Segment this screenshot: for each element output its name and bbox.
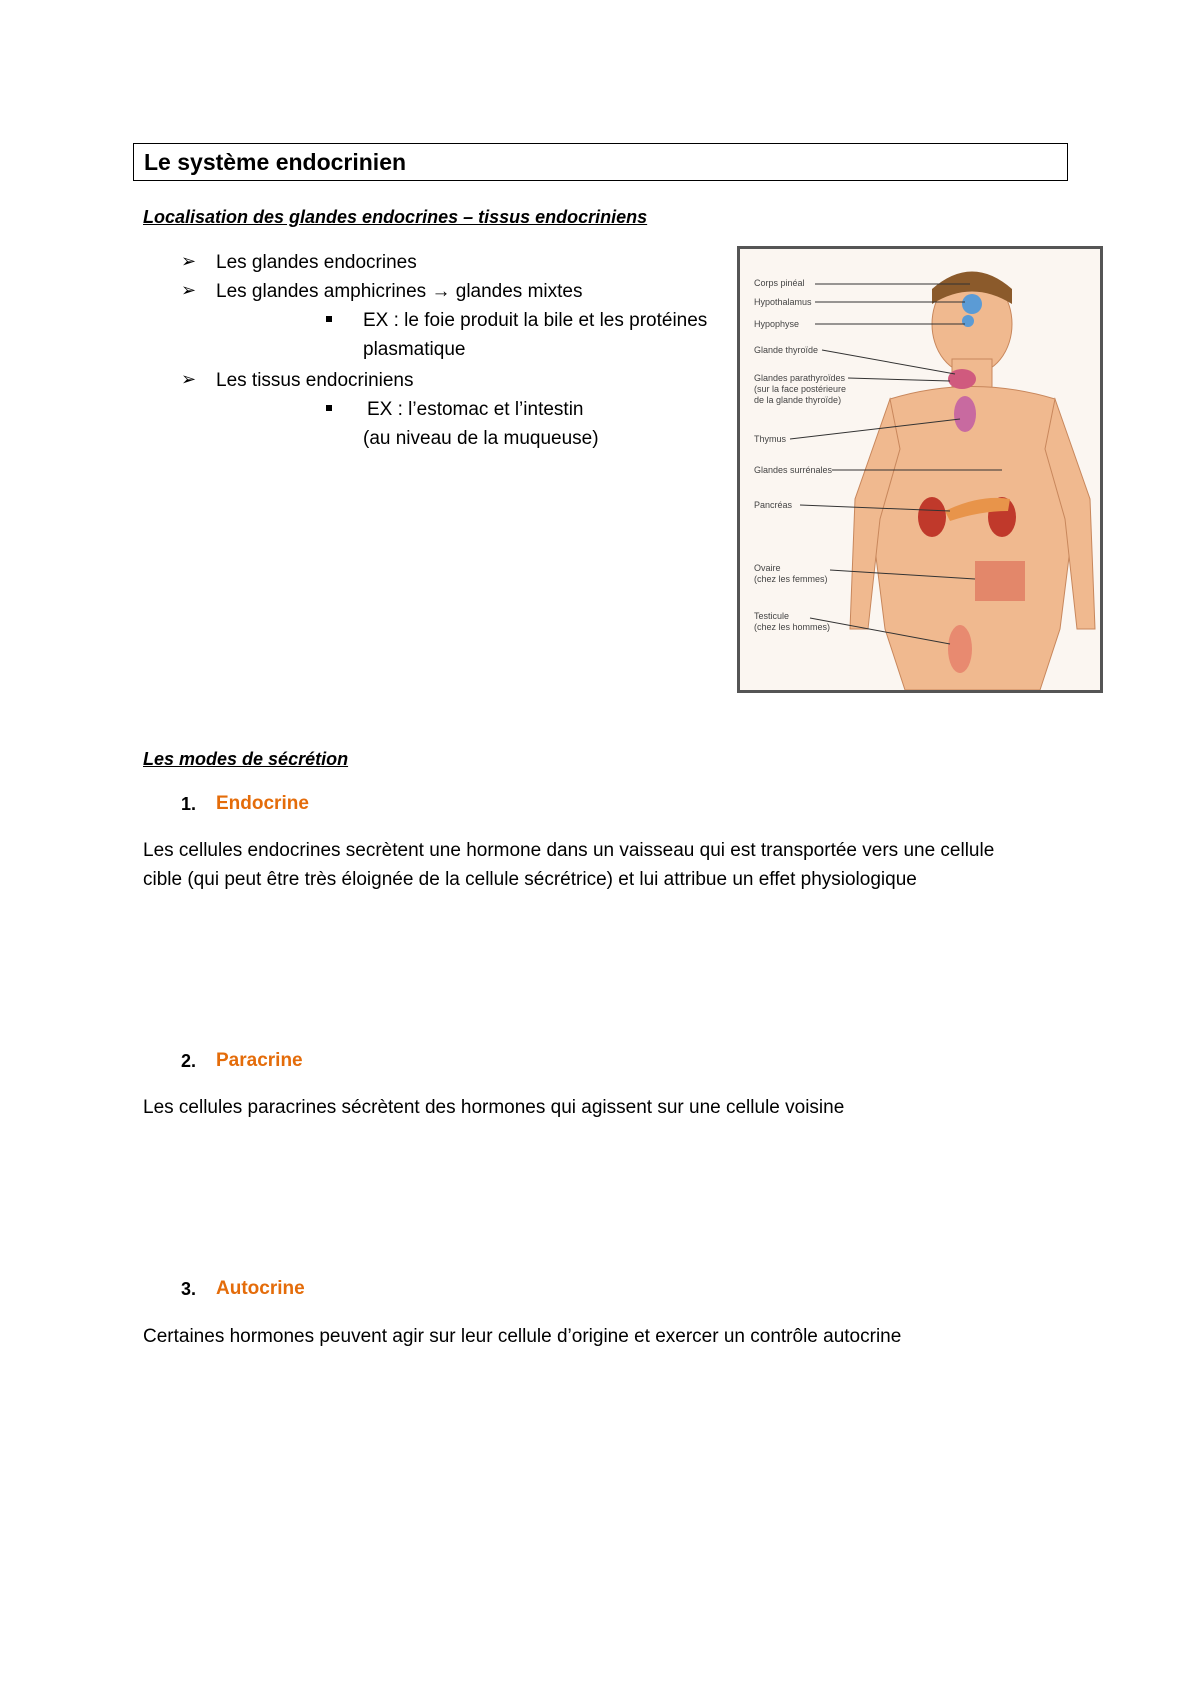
label-testicule: Testicule — [754, 611, 790, 621]
example-foie-line1: EX : le foie produit la bile et les protéines — [363, 310, 708, 331]
mode-title-endocrine: Endocrine — [216, 793, 309, 814]
label-ovaire: Ovaire — [754, 563, 781, 573]
arrow-bullet-icon: ➢ — [181, 369, 197, 389]
label-hypothalamus: Hypothalamus — [754, 297, 812, 307]
example-estomac-line2: (au niveau de la muqueuse) — [363, 428, 599, 449]
bullet-glandes-amphicrines — [216, 277, 582, 306]
mode-title-paracrine: Paracrine — [216, 1050, 303, 1071]
section-heading-localisation: Localisation des glandes endocrines – tissus endocriniens — [143, 207, 648, 227]
endocrine-glands-figure — [737, 246, 1103, 693]
example-estomac-line1: EX : l’estomac et l’intestin — [367, 399, 584, 420]
title-box — [133, 143, 1068, 181]
label-corps-pineal: Corps pinéal — [754, 278, 805, 288]
label-ovaire-2: (chez les femmes) — [754, 574, 828, 584]
label-pancreas: Pancréas — [754, 500, 793, 510]
bullet-glandes-endocrines: Les glandes endocrines — [216, 252, 417, 273]
bullet-tissus-endocriniens: Les tissus endocriniens — [216, 370, 414, 391]
bullet-text: Les glandes amphicrines — [216, 281, 427, 302]
square-bullet-icon — [326, 405, 332, 411]
label-thymus: Thymus — [754, 434, 787, 444]
label-glande-thyroide: Glande thyroïde — [754, 345, 819, 355]
section-heading-modes: Les modes de sécrétion — [143, 749, 349, 769]
label-parathyroides: Glandes parathyroïdes — [754, 373, 846, 383]
page-title: Le système endocrinien — [144, 149, 407, 175]
example-foie-line2: plasmatique — [363, 339, 466, 360]
list-number: 2. — [181, 1051, 197, 1071]
right-arrow-icon: → — [431, 281, 451, 302]
mode-title-autocrine: Autocrine — [216, 1278, 305, 1299]
endocrine-description-line2: cible (qui peut être très éloignée de la cellule sécrétrice) et lui attribue un effet physiologique — [143, 869, 917, 890]
paracrine-description: Les cellules paracrines sécrètent des hormones qui agissent sur une cellule voisine — [143, 1097, 845, 1118]
label-parathyroides-2: (sur la face postérieure — [754, 384, 847, 394]
label-hypophyse: Hypophyse — [754, 319, 800, 329]
list-number: 3. — [181, 1279, 197, 1299]
endocrine-description-line1: Les cellules endocrines secrètent une hormone dans un vaisseau qui est transportée vers une cellule — [143, 840, 995, 861]
label-surrenales: Glandes surrénales — [754, 465, 833, 475]
autocrine-description: Certaines hormones peuvent agir sur leur cellule d’origine et exercer un contrôle autocrine — [143, 1326, 902, 1347]
bullet-text: glandes mixtes — [455, 281, 583, 302]
arrow-bullet-icon: ➢ — [181, 251, 197, 271]
square-bullet-icon — [326, 316, 332, 322]
label-testicule-2: (chez les hommes) — [754, 622, 831, 632]
list-number: 1. — [181, 794, 197, 814]
arrow-bullet-icon: ➢ — [181, 280, 197, 300]
label-parathyroides-3: de la glande thyroïde) — [754, 395, 842, 405]
